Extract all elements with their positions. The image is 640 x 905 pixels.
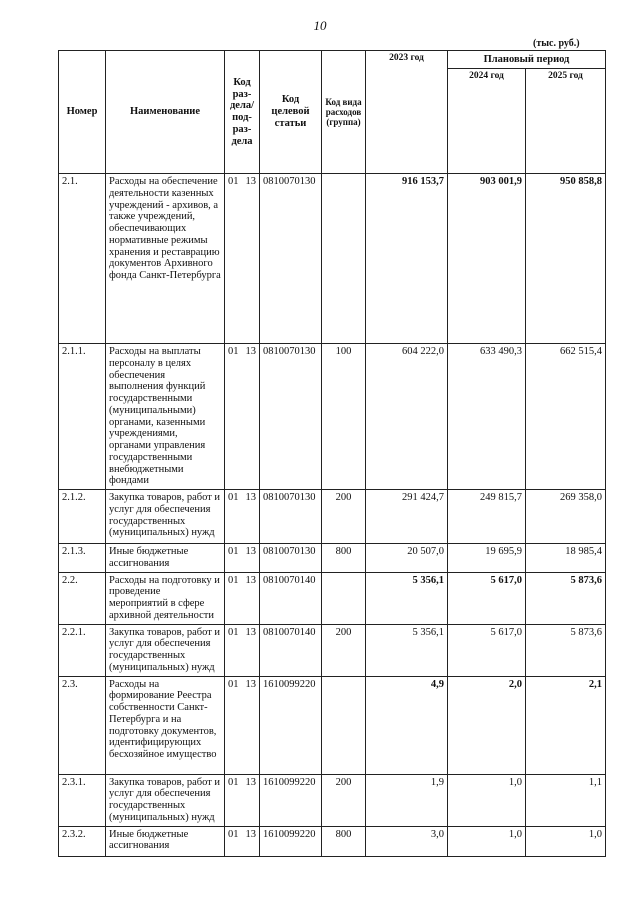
row-section [225,774,260,826]
row-2025: 1,1 [526,774,606,826]
row-name: Расходы на выплаты персоналу в целях обеспечения выполнения функций государственными (муниципальными) органами, казенными учреждениями, органами управления государственными внебюджетными фондами [106,344,225,490]
row-name: Расходы на формирование Реестра собственности Санкт-Петербурга и на подготовку документов, идентифицирующих бесхозяйное имущество [106,676,225,774]
row-section [225,490,260,544]
units-label: (тыс. руб.) [533,38,580,49]
row-2024: 1,0 [448,826,526,856]
row-number: 2.2. [59,572,106,624]
header-target: Код целевой статьи [260,51,322,174]
row-name: Закупка товаров, работ и услуг для обеспечения государственных (муниципальных) нужд [106,490,225,544]
row-subsection-code: 13 [245,776,256,788]
row-section [225,624,260,676]
row-section [225,544,260,573]
budget-table [58,50,606,857]
row-2023: 604 222,0 [366,344,448,490]
row-subsection-code: 13 [245,574,256,586]
row-section [225,676,260,774]
row-2024: 5 617,0 [448,624,526,676]
row-2025: 2,1 [526,676,606,774]
row-section-code: 01 [228,678,239,690]
row-section-code: 01 [228,176,239,187]
header-2024: 2024 год [448,69,526,174]
row-target: 0810070140 [260,572,322,624]
row-expense: 200 [322,490,366,544]
row-expense [322,174,366,344]
row-target: 1610099220 [260,826,322,856]
row-target: 1610099220 [260,774,322,826]
row-2024: 2,0 [448,676,526,774]
row-expense: 800 [322,544,366,573]
row-2023: 20 507,0 [366,544,448,573]
table-row [59,676,606,774]
row-section [225,572,260,624]
row-number: 2.1.3. [59,544,106,573]
row-section [225,826,260,856]
row-2025: 269 358,0 [526,490,606,544]
row-2024: 19 695,9 [448,544,526,573]
row-2025: 1,0 [526,826,606,856]
row-2023: 916 153,7 [366,174,448,344]
row-2024: 5 617,0 [448,572,526,624]
row-2024: 633 490,3 [448,344,526,490]
row-2025: 5 873,6 [526,624,606,676]
row-number: 2.1.2. [59,490,106,544]
row-2025: 950 858,8 [526,174,606,344]
row-2024: 1,0 [448,774,526,826]
table-row [59,774,606,826]
table-row [59,572,606,624]
row-section [225,174,260,344]
row-2023: 4,9 [366,676,448,774]
row-target: 0810070140 [260,624,322,676]
row-target: 0810070130 [260,544,322,573]
row-2023: 1,9 [366,774,448,826]
row-name: Иные бюджетные ассигнования [106,826,225,856]
table-row [59,490,606,544]
row-number: 2.3. [59,676,106,774]
row-number: 2.3.2. [59,826,106,856]
row-2025: 662 515,4 [526,344,606,490]
row-section [225,344,260,490]
row-subsection-code: 13 [245,492,256,503]
header-section: Код раз-дела/ под-раз-дела [225,51,260,174]
row-target: 1610099220 [260,676,322,774]
row-2024: 903 001,9 [448,174,526,344]
row-number: 2.1.1. [59,344,106,490]
row-section-code: 01 [228,626,239,638]
row-target: 0810070130 [260,174,322,344]
row-subsection-code: 13 [245,828,256,840]
row-subsection-code: 13 [245,678,256,690]
row-expense: 200 [322,624,366,676]
row-target: 0810070130 [260,344,322,490]
row-name: Иные бюджетные ассигнования [106,544,225,573]
header-number: Номер [59,51,106,174]
table-row [59,624,606,676]
row-name: Закупка товаров, работ и услуг для обеспечения государственных (муниципальных) нужд [106,624,225,676]
row-2025: 18 985,4 [526,544,606,573]
header-name: Наименование [106,51,225,174]
row-section-code: 01 [228,346,239,357]
header-planning-period: Плановый период [448,51,606,69]
row-expense: 200 [322,774,366,826]
row-number: 2.3.1. [59,774,106,826]
header-2023: 2023 год [366,51,448,174]
row-subsection-code: 13 [245,546,256,557]
row-number: 2.2.1. [59,624,106,676]
row-section-code: 01 [228,828,239,840]
table-row [59,174,606,344]
header-2025: 2025 год [526,69,606,174]
row-target: 0810070130 [260,490,322,544]
row-subsection-code: 13 [245,176,256,187]
row-expense [322,676,366,774]
page-number: 10 [313,18,327,33]
row-expense: 100 [322,344,366,490]
row-2023: 5 356,1 [366,624,448,676]
row-2023: 3,0 [366,826,448,856]
table-row [59,826,606,856]
row-name: Расходы на обеспечение деятельности казенных учреждений - архивов, а также учреждений, обеспечивающих нормативные режимы хранения и реставрацию документов Архивного фонда Санкт-Петербурга [106,174,225,344]
row-section-code: 01 [228,492,239,503]
row-section-code: 01 [228,574,239,586]
row-2023: 5 356,1 [366,572,448,624]
row-name: Закупка товаров, работ и услуг для обеспечения государственных (муниципальных) нужд [106,774,225,826]
row-subsection-code: 13 [245,346,256,357]
row-2025: 5 873,6 [526,572,606,624]
row-2024: 249 815,7 [448,490,526,544]
header-expense: Код вида расходов (группа) [322,51,366,174]
row-section-code: 01 [228,546,239,557]
table-row [59,544,606,573]
row-name: Расходы на подготовку и проведение мероприятий в сфере архивной деятельности [106,572,225,624]
row-section-code: 01 [228,776,239,788]
row-expense: 800 [322,826,366,856]
row-2023: 291 424,7 [366,490,448,544]
table-row [59,344,606,490]
row-subsection-code: 13 [245,626,256,638]
row-number: 2.1. [59,174,106,344]
row-expense [322,572,366,624]
